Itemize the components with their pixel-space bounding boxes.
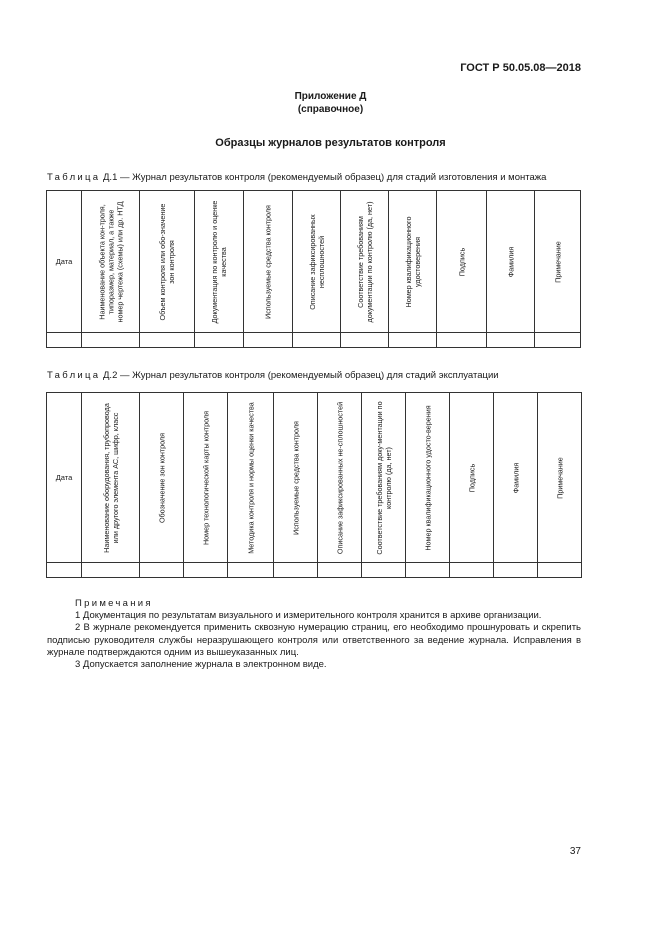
table2-col-method: Методика контроля и нормы оценки качества — [228, 393, 274, 563]
table1-col-signature: Подпись — [437, 191, 487, 333]
table2-caption-text: Д.2 — Журнал результатов контроля (рекомендуемый образец) для стадий эксплуатации — [103, 370, 499, 381]
table2-col-remark: Примечание — [538, 393, 582, 563]
table2-col-compliance: Соответствие требованиям доку-ментации по контролю (да, нет) — [362, 393, 406, 563]
note-1: 1 Документация по результатам визуального и измерительного контроля хранится в архиве организации. — [75, 610, 542, 622]
note-2: 2 В журнале рекомендуется применить сквозную нумерацию страниц, его необходимо прошнуровать и скрепить подписью руководителя службы неразрушающего контроля или ответственного за ведение журнала. Исправления в журнале подтверждаются одним из вышеуказанных лиц. — [47, 622, 581, 658]
document-standard-code: ГОСТ Р 50.05.08—2018 — [460, 62, 581, 74]
table1-col-defects: Описание зафиксированных несплошностей — [293, 191, 341, 333]
table2-col-surname: Фамилия — [494, 393, 538, 563]
table2-col-equipment: Наименование оборудования, трубопровода или другого элемента АС, шифр, класс — [82, 393, 140, 563]
table1-col-certificate: Номер квалификационного удостоверения — [389, 191, 437, 333]
table1-col-documentation: Документация по контролю и оценке качества — [195, 191, 244, 333]
table1-col-remark: Примечание — [535, 191, 581, 333]
table1-col-date: Дата — [47, 191, 82, 333]
table2-label: Таблица — [47, 370, 101, 381]
page-number: 37 — [569, 846, 581, 857]
annex-subtitle: (справочное) — [297, 104, 364, 115]
table2-col-signature: Подпись — [450, 393, 494, 563]
table1-journal — [46, 190, 581, 348]
table1-col-scope: Объем контроля или обо-значение зон контроля — [140, 191, 195, 333]
table1-empty-row — [47, 333, 581, 348]
table1-caption-text: Д.1 — Журнал результатов контроля (рекомендуемый образец) для стадий изготовления и монтажа — [103, 172, 547, 183]
table2-col-certificate: Номер квалификационного удосто-верения — [406, 393, 450, 563]
table1-col-compliance: Соответствие требованиям документации по контролю (да, нет) — [341, 191, 389, 333]
table2-col-tools: Используемые средства контроля — [274, 393, 318, 563]
table2-col-tech-card: Номер технологической карты контроля — [184, 393, 228, 563]
table2-col-date: Дата — [47, 393, 82, 563]
table2-col-defects: Описание зафиксированных не-сплошностей — [318, 393, 362, 563]
table1-caption — [47, 172, 546, 183]
annex-title: Приложение Д — [294, 91, 367, 102]
table2-caption — [47, 370, 499, 381]
table1-col-surname: Фамилия — [487, 191, 535, 333]
section-title: Образцы журналов результатов контроля — [215, 137, 446, 149]
note-3: 3 Допускается заполнение журнала в электронном виде. — [75, 659, 327, 671]
notes-heading: Примечания — [75, 598, 153, 609]
table1-label: Таблица — [47, 172, 101, 183]
table2-journal — [46, 392, 582, 578]
table2-empty-row — [47, 563, 582, 578]
notes-block — [47, 598, 581, 671]
table1-col-tools: Используемые средства контроля — [244, 191, 293, 333]
table2-col-zones: Обозначение зон контроля — [140, 393, 184, 563]
table1-col-object: Наименование объекта кон-троля, типоразмер, материал, а также номер чертежа (схемы) или др. НТД — [82, 191, 140, 333]
